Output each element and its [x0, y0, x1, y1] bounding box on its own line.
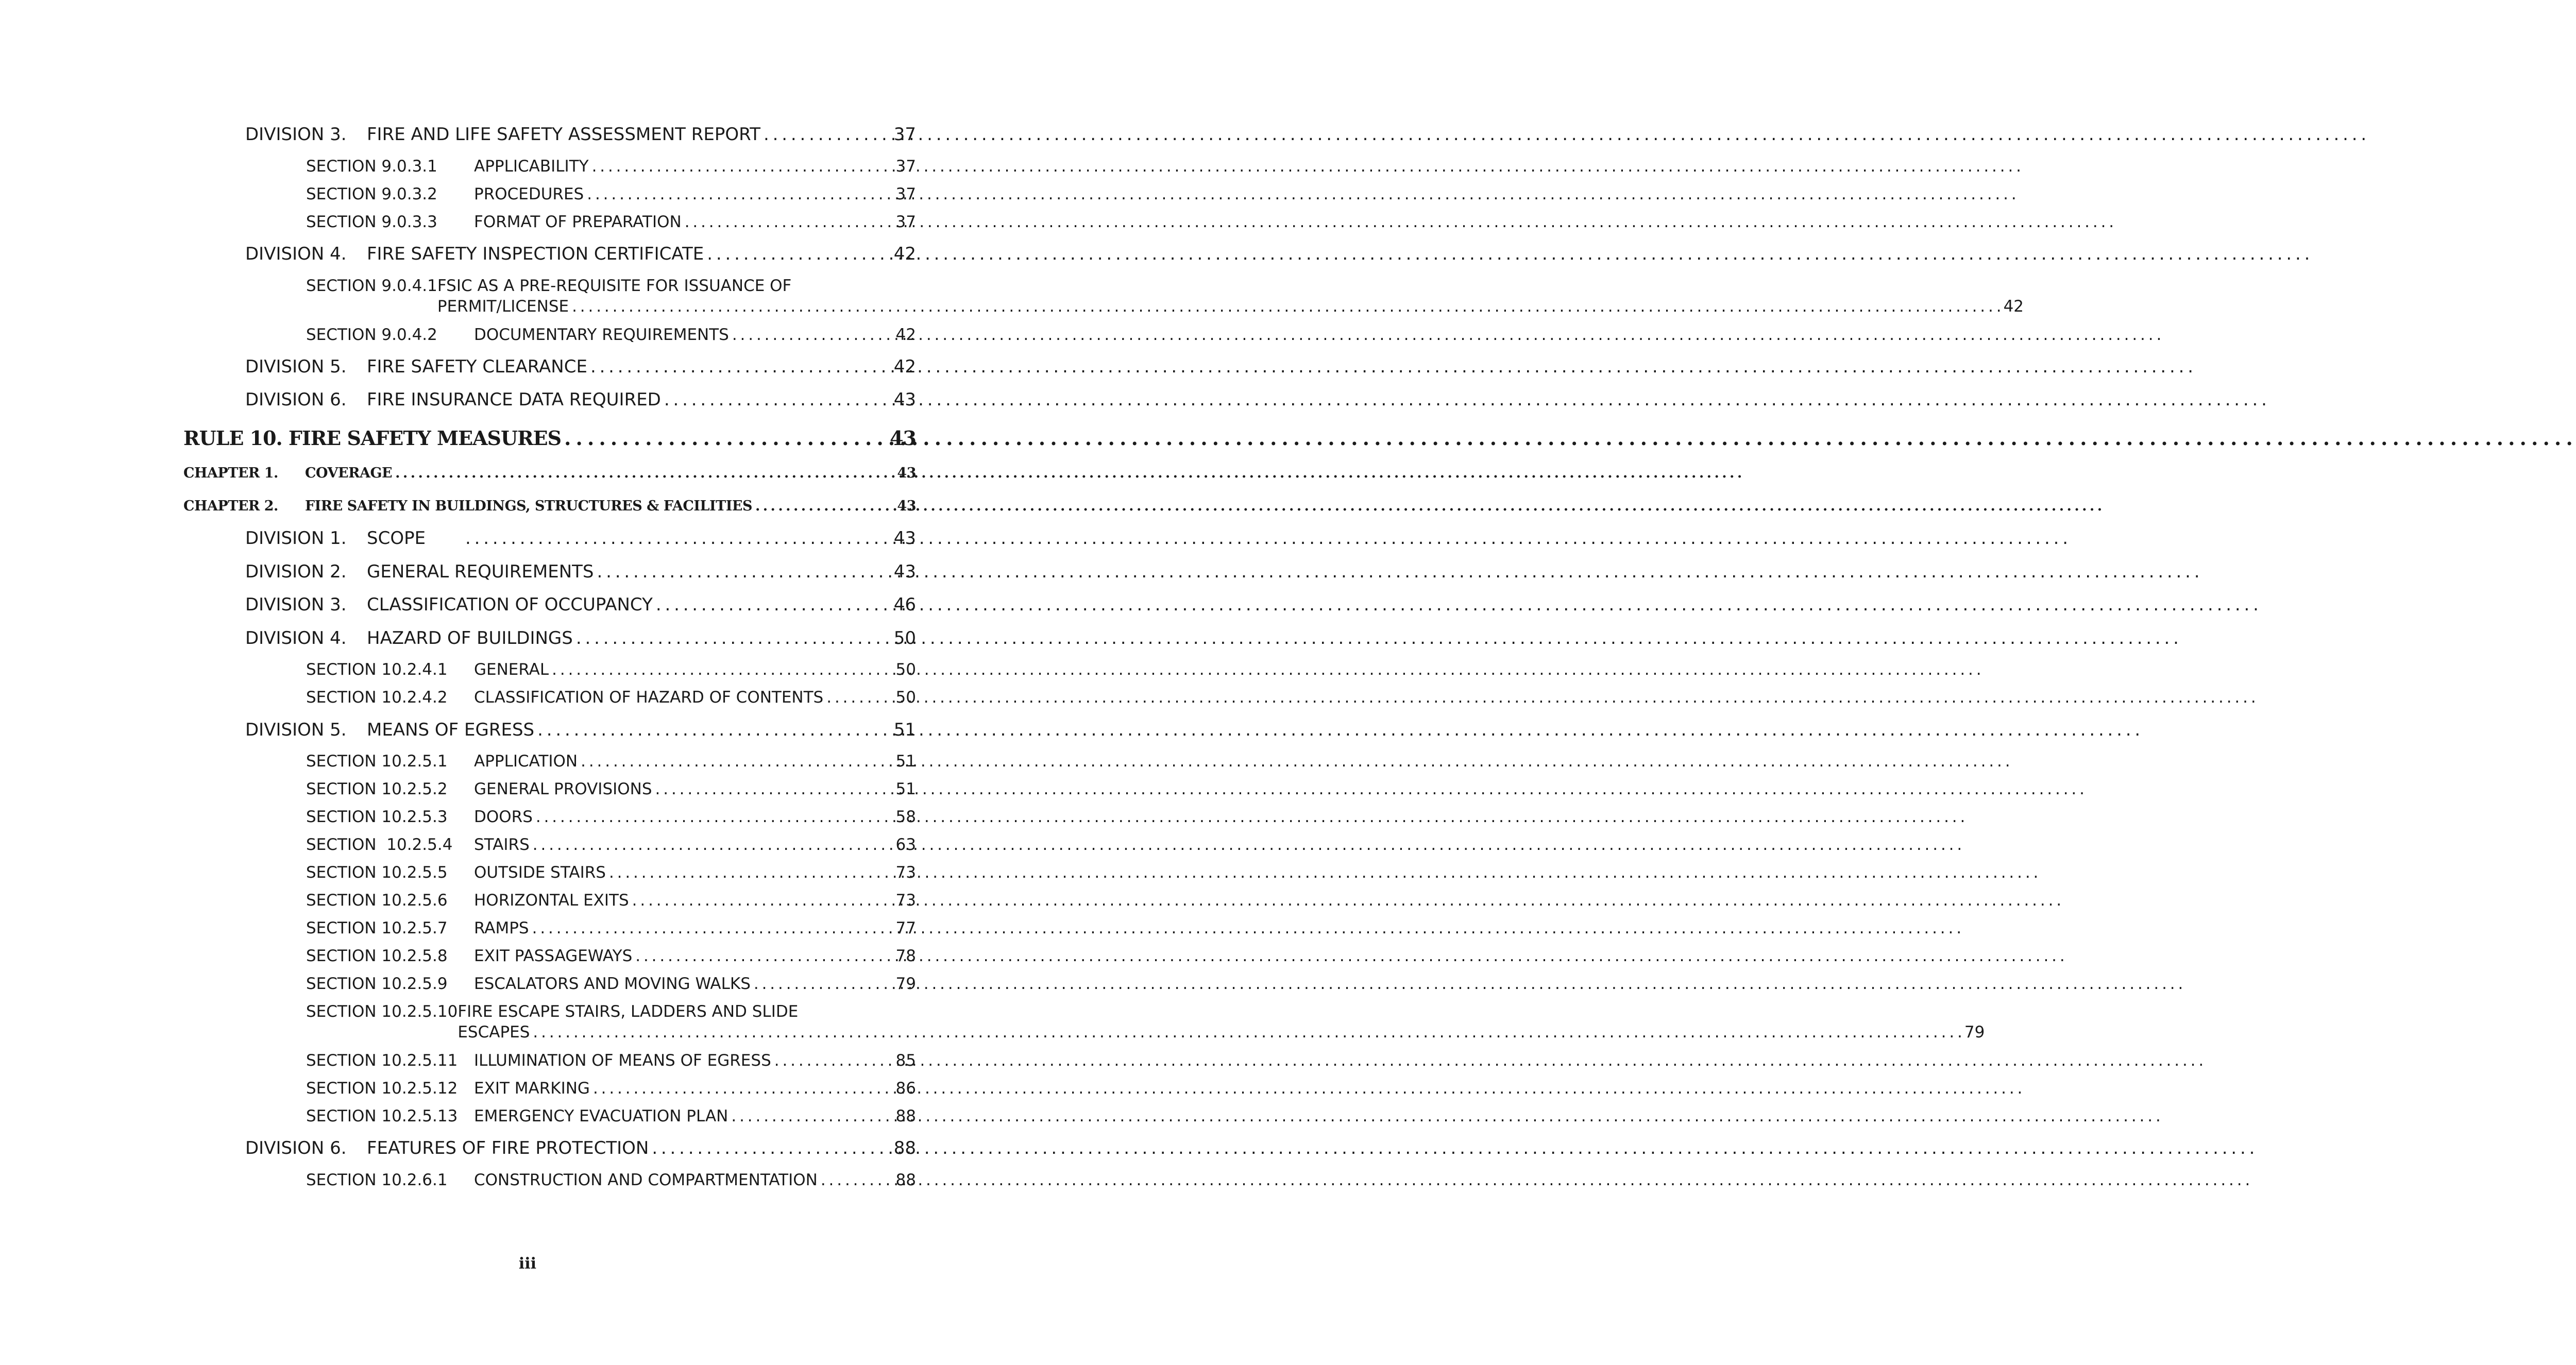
entry-number: SECTION 10.2.5.8	[306, 947, 448, 965]
entry-page: 37	[895, 213, 916, 231]
entry-title-block	[457, 1002, 1985, 1042]
entry-title: RAMPS	[474, 919, 529, 937]
entry-page: 79	[895, 975, 916, 993]
entry-page: 85	[895, 1051, 916, 1070]
entry-page: 42	[895, 326, 916, 344]
entry-title: CLASSIFICATION OF HAZARD OF CONTENTS	[474, 688, 824, 707]
toc-entry-chapter[interactable]	[183, 465, 916, 481]
entry-title: HORIZONTAL EXITS	[474, 891, 629, 910]
entry-number: SECTION 10.2.5.5	[306, 863, 448, 882]
dot-leader	[587, 185, 892, 203]
entry-title: EMERGENCY EVACUATION PLAN	[474, 1107, 728, 1125]
toc-entry-division[interactable]	[245, 356, 916, 377]
toc-entry-division[interactable]	[245, 561, 916, 582]
dot-leader	[826, 688, 892, 707]
dot-leader	[732, 326, 893, 344]
entry-page: 88	[895, 1171, 916, 1189]
entry-number: DIVISION 6.	[245, 389, 347, 410]
entry-number: SECTION 10.2.5.13	[306, 1107, 458, 1125]
entry-number: DIVISION 5.	[245, 356, 347, 377]
toc-entry-section[interactable]	[306, 1107, 916, 1125]
entry-title: HAZARD OF BUILDINGS	[367, 628, 573, 649]
dot-leader	[465, 528, 891, 549]
dot-leader	[597, 561, 891, 582]
toc-entry-division[interactable]	[245, 628, 916, 649]
toc-entry-division[interactable]	[245, 720, 916, 740]
toc-entry-division[interactable]	[245, 1138, 916, 1158]
dot-leader	[536, 808, 893, 826]
toc-entry-section[interactable]	[306, 780, 916, 798]
toc-entry-section[interactable]	[306, 660, 916, 679]
entry-number: SECTION 9.0.3.2	[306, 185, 437, 203]
entry-number: DIVISION 5.	[245, 720, 347, 740]
entry-title: OUTSIDE STAIRS	[474, 863, 606, 882]
entry-page: 86	[895, 1079, 916, 1098]
entry-title: GENERAL REQUIREMENTS	[367, 561, 594, 582]
entry-title: RULE 10. FIRE SAFETY MEASURES	[183, 426, 562, 450]
entry-page: 37	[893, 124, 916, 145]
entry-title: PROCEDURES	[474, 185, 584, 203]
entry-number: SECTION 9.0.4.2	[306, 326, 437, 344]
entry-title-line2: ESCAPES	[457, 1023, 530, 1042]
entry-title: APPLICATION	[474, 752, 578, 771]
entry-number: DIVISION 6.	[245, 1138, 347, 1158]
entry-title: FEATURES OF FIRE PROTECTION	[367, 1138, 649, 1158]
dot-leader	[532, 919, 893, 937]
entry-title: FIRE SAFETY IN BUILDINGS, STRUCTURES & FACILITIES	[305, 498, 752, 514]
entry-number: SECTION 10.2.5.6	[306, 891, 448, 910]
toc-entry-section[interactable]	[306, 919, 916, 937]
page-number: iii	[518, 1255, 537, 1273]
entry-page: 88	[895, 1107, 916, 1125]
toc-entry-section[interactable]	[306, 891, 916, 910]
entry-title: COVERAGE	[305, 465, 393, 481]
entry-number: SECTION 10.2.5.4	[306, 835, 453, 854]
toc-entry-division[interactable]	[245, 244, 916, 264]
entry-number: DIVISION 1.	[245, 528, 347, 549]
entry-number: SECTION 9.0.4.1	[306, 277, 437, 295]
entry-title: CLASSIFICATION OF OCCUPANCY	[367, 594, 653, 615]
dot-leader	[395, 465, 894, 481]
entry-page: 37	[895, 185, 916, 203]
toc-entry-section[interactable]	[306, 752, 916, 771]
dot-leader	[655, 780, 893, 798]
entry-page: 42	[893, 244, 916, 264]
entry-number: SECTION 10.2.5.11	[306, 1051, 458, 1070]
toc-entry-chapter[interactable]	[183, 498, 916, 514]
entry-title: ESCALATORS AND MOVING WALKS	[474, 975, 751, 993]
entry-page: 58	[895, 808, 916, 826]
entry-page: 88	[893, 1138, 916, 1158]
entry-page: 77	[895, 919, 916, 937]
toc-entry-division[interactable]	[245, 594, 916, 615]
toc-entry-section[interactable]	[306, 185, 916, 203]
toc-entry-section[interactable]	[306, 975, 916, 993]
entry-title: DOORS	[474, 808, 533, 826]
toc-entry-section[interactable]	[306, 1002, 1985, 1042]
entry-page: 43	[893, 389, 916, 410]
entry-title: DOCUMENTARY REQUIREMENTS	[474, 326, 729, 344]
dot-leader	[576, 628, 891, 649]
entry-number: CHAPTER 2.	[183, 498, 278, 514]
entry-number: SECTION 10.2.5.12	[306, 1079, 458, 1098]
entry-title: GENERAL	[474, 660, 549, 679]
toc-entry-section[interactable]	[306, 688, 916, 707]
entry-page: 42	[2003, 297, 2024, 316]
dot-leader	[632, 891, 893, 910]
dot-leader	[821, 1171, 893, 1189]
entry-title: ILLUMINATION OF MEANS OF EGRESS	[474, 1051, 771, 1070]
toc-entry-section[interactable]	[306, 157, 916, 176]
entry-page: 43	[897, 465, 916, 481]
entry-title: SCOPE	[367, 528, 426, 549]
dot-leader	[635, 947, 892, 965]
entry-title-block	[437, 277, 2024, 316]
entry-page: 51	[893, 720, 916, 740]
entry-page: 50	[895, 660, 916, 679]
dot-leader	[533, 1023, 1961, 1042]
entry-page: 73	[895, 863, 916, 882]
entry-page: 43	[890, 426, 916, 450]
entry-page: 51	[895, 752, 916, 771]
dot-leader	[656, 594, 891, 615]
entry-number: SECTION 10.2.5.7	[306, 919, 448, 937]
entry-title-line1: FSIC AS A PRE-REQUISITE FOR ISSUANCE OF	[437, 277, 792, 295]
toc-entry-section[interactable]	[306, 1079, 916, 1098]
dot-leader	[685, 213, 893, 231]
entry-title: MEANS OF EGRESS	[367, 720, 535, 740]
entry-number: CHAPTER 1.	[183, 465, 278, 481]
toc-entry-section[interactable]	[306, 1171, 916, 1189]
dot-leader	[774, 1051, 893, 1070]
entry-title: FIRE SAFETY CLEARANCE	[367, 356, 587, 377]
toc-entry-section[interactable]	[306, 213, 916, 231]
entry-page: 73	[895, 891, 916, 910]
dot-leader	[764, 124, 891, 145]
toc-entry-section[interactable]	[306, 947, 916, 965]
entry-title: FIRE INSURANCE DATA REQUIRED	[367, 389, 661, 410]
dot-leader	[664, 389, 891, 410]
entry-number: SECTION 10.2.5.9	[306, 975, 448, 993]
dot-leader	[707, 244, 890, 264]
entry-page: 78	[895, 947, 916, 965]
entry-title: EXIT PASSAGEWAYS	[474, 947, 633, 965]
entry-page: 63	[895, 835, 916, 854]
entry-number: DIVISION 4.	[245, 628, 347, 649]
toc-entry-section[interactable]	[306, 277, 2024, 316]
toc-entry-section[interactable]	[306, 1051, 916, 1070]
dot-leader	[564, 426, 887, 450]
entry-page: 46	[893, 594, 916, 615]
entry-page: 51	[895, 780, 916, 798]
entry-page: 79	[1964, 1023, 1985, 1042]
entry-title-line2: PERMIT/LICENSE	[437, 297, 569, 316]
toc-entry-section[interactable]	[306, 808, 916, 826]
entry-number: DIVISION 3.	[245, 124, 347, 145]
dot-leader	[592, 157, 893, 176]
toc-entry-section[interactable]	[306, 835, 916, 854]
entry-title-line1: FIRE ESCAPE STAIRS, LADDERS AND SLIDE	[457, 1002, 799, 1021]
entry-number: DIVISION 2.	[245, 561, 347, 582]
entry-number: SECTION 10.2.5.1	[306, 752, 448, 771]
dot-leader	[533, 835, 893, 854]
entry-page: 43	[893, 561, 916, 582]
entry-number: SECTION 10.2.5.2	[306, 780, 448, 798]
entry-number: SECTION 10.2.4.2	[306, 688, 448, 707]
dot-leader	[593, 1079, 893, 1098]
entry-title: APPLICABILITY	[474, 157, 589, 176]
entry-number: SECTION 10.2.6.1	[306, 1171, 448, 1189]
dot-leader	[609, 863, 893, 882]
entry-page: 42	[893, 356, 916, 377]
entry-number: DIVISION 4.	[245, 244, 347, 264]
toc-entry-rule[interactable]	[183, 426, 916, 450]
entry-page: 37	[895, 157, 916, 176]
entry-page: 50	[893, 628, 916, 649]
entry-title: FIRE AND LIFE SAFETY ASSESSMENT REPORT	[367, 124, 761, 145]
entry-title: EXIT MARKING	[474, 1079, 590, 1098]
entry-number: SECTION 10.2.4.1	[306, 660, 448, 679]
dot-leader	[590, 356, 891, 377]
dot-leader	[652, 1138, 890, 1158]
toc-entry-division[interactable]	[245, 528, 916, 549]
entry-title: FORMAT OF PREPARATION	[474, 213, 682, 231]
entry-title: GENERAL PROVISIONS	[474, 780, 652, 798]
toc-entry-division[interactable]	[245, 389, 916, 410]
entry-title: FIRE SAFETY INSPECTION CERTIFICATE	[367, 244, 704, 264]
toc-entry-section[interactable]	[306, 863, 916, 882]
entry-page: 43	[897, 498, 916, 514]
entry-number: SECTION 10.2.5.10	[306, 1002, 458, 1021]
entry-page: 50	[895, 688, 916, 707]
entry-number: SECTION 10.2.5.3	[306, 808, 448, 826]
toc-entry-division[interactable]	[245, 124, 916, 145]
entry-title: CONSTRUCTION AND COMPARTMENTATION	[474, 1171, 818, 1189]
dot-leader	[537, 720, 891, 740]
dot-leader	[755, 498, 894, 514]
entry-number: SECTION 9.0.3.3	[306, 213, 437, 231]
entry-title: STAIRS	[474, 835, 530, 854]
entry-number: SECTION 9.0.3.1	[306, 157, 437, 176]
dot-leader	[731, 1107, 892, 1125]
dot-leader	[754, 975, 893, 993]
toc-entry-section[interactable]	[306, 326, 916, 344]
dot-leader	[581, 752, 892, 771]
entry-number: DIVISION 3.	[245, 594, 347, 615]
entry-page: 43	[893, 528, 916, 549]
dot-leader	[552, 660, 892, 679]
dot-leader	[572, 297, 2000, 316]
